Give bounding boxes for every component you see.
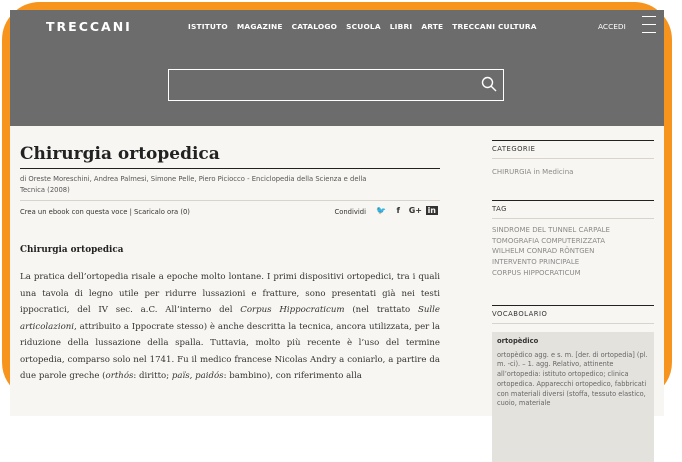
vocabulary-term[interactable]: ortopèdico — [497, 336, 539, 345]
article — [20, 144, 440, 385]
category-link[interactable]: CHIRURGIA in Medicina — [492, 168, 574, 176]
categories-heading: CATEGORIE — [492, 140, 654, 159]
site-header — [10, 10, 664, 126]
screenshot-frame — [2, 2, 672, 408]
nav-item-treccani-cultura[interactable]: TRECCANI CULTURA — [452, 22, 537, 31]
tag-list — [492, 225, 654, 279]
share-label: Condividi — [334, 208, 366, 216]
nav-item-catalogo[interactable]: CATALOGO — [291, 22, 338, 31]
article-actions — [20, 205, 440, 223]
google-plus-icon[interactable]: G+ — [408, 206, 422, 215]
search-input[interactable] — [168, 69, 504, 101]
nav-item-libri[interactable]: LIBRI — [389, 22, 413, 31]
linkedin-icon[interactable]: in — [427, 206, 436, 215]
vocabulary-heading: VOCABOLARIO — [492, 305, 654, 324]
ebook-actions — [20, 208, 190, 216]
sidebar — [492, 140, 654, 462]
page-content — [10, 126, 664, 416]
tag-item[interactable]: WILHELM CONRAD RÖNTGEN — [492, 247, 595, 256]
nav-item-arte[interactable]: ARTE — [421, 22, 444, 31]
create-ebook-link[interactable]: Crea un ebook con questa voce — [20, 208, 128, 216]
search-icon[interactable] — [481, 76, 497, 92]
login-link[interactable]: ACCEDI — [598, 22, 626, 31]
site-logo[interactable]: TRECCANI — [46, 19, 132, 34]
nav-item-istituto[interactable]: ISTITUTO — [188, 22, 228, 31]
section-heading: Chirurgia ortopedica — [20, 245, 124, 255]
facebook-icon[interactable]: f — [396, 206, 400, 215]
download-link[interactable]: Scaricalo ora (0) — [134, 208, 190, 216]
twitter-icon[interactable]: 🐦 — [376, 206, 386, 215]
article-authors — [20, 174, 440, 201]
vocabulary-box — [492, 332, 654, 462]
main-nav — [188, 22, 537, 31]
authors-line-2: Tecnica (2008) — [20, 186, 70, 194]
nav-item-magazine[interactable]: MAGAZINE — [236, 22, 283, 31]
nav-item-scuola[interactable]: SCUOLA — [346, 22, 381, 31]
article-paragraph: La pratica dell’ortopedia risale a epoche molto lontane. I primi dispositivi ortopedici, tra i quali una tavola di legno utile per ridurre lussazioni e fratture, sono presentati già nei testi ippocratici, del IV sec. a.C. All’interno del Corpus Hippocraticum (nel trattato Sulle articolazioni, attribuito a Ippocrate stesso) è anche descritta la tecnica, ancora utilizzata, per la riduzione della lussazione della spalla. Tuttavia, molto più recente è l’uso del termine ortopedia, comparso solo nel 1741. Fu il medico francese Nicolas Andry a coniarlo, a partire da due parole greche (orthós: diritto; païs, paidós: bambino), con riferimento alla — [20, 272, 440, 381]
separator: | — [129, 208, 132, 216]
tag-item[interactable]: SINDROME DEL TUNNEL CARPALE — [492, 225, 610, 234]
tag-heading: TAG — [492, 200, 654, 219]
authors-line-1: di Oreste Moreschini, Andrea Palmesi, Simone Pelle, Piero Piciocco - Enciclopedia della Scienza e della — [20, 175, 367, 183]
menu-icon[interactable] — [642, 16, 656, 40]
tag-item[interactable]: INTERVENTO PRINCIPALE — [492, 258, 580, 267]
tag-item[interactable]: TOMOGRAFIA COMPUTERIZZATA — [492, 236, 605, 245]
page-title: Chirurgia ortopedica — [20, 144, 440, 169]
tag-item[interactable]: CORPUS HIPPOCRATICUM — [492, 268, 581, 277]
vocabulary-definition: ortopèdico agg. e s. m. [der. di ortopedia] (pl. m. -ci). – 1. agg. Relativo, attinente all’ortopedia: istituto ortopedico; clinica ortopedica. Apparecchi ortopedico, fabbricati con materiali diversi (stoffa, tessuto elastico, cuoio, materiale — [497, 350, 648, 408]
